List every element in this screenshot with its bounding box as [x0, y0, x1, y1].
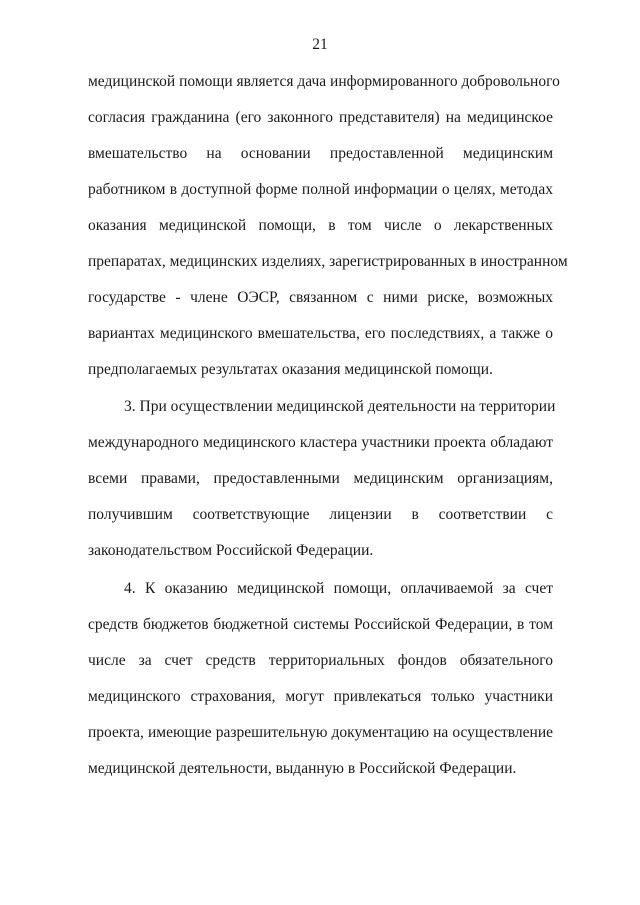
text-line: 4. К оказанию медицинской помощи, оплачиваемой за счет — [124, 580, 553, 597]
text-line: всеми правами, предоставленными медицинским организациям, — [88, 470, 553, 487]
text-line: числе за счет средств территориальных фондов обязательного — [88, 652, 553, 669]
text-line: проекта, имеющие разрешительную документацию на осуществление — [88, 724, 553, 741]
text-line: получившим соответствующие лицензии в соответствии с — [88, 506, 553, 523]
text-line: препаратах, медицинских изделиях, зарегистрированных в иностранном — [88, 253, 568, 270]
text-line: государстве - члене ОЭСР, связанном с ними риске, возможных — [88, 289, 553, 306]
page-number: 21 — [312, 36, 328, 53]
text-line: медицинской помощи является дача информированного добровольного — [88, 73, 560, 90]
text-line: вмешательство на основании предоставленной медицинским — [88, 145, 553, 162]
text-line: согласия гражданина (его законного представителя) на медицинское — [88, 109, 553, 126]
text-line: законодательством Российской Федерации. — [88, 542, 374, 559]
text-line: медицинской деятельности, выданную в Российской Федерации. — [88, 760, 517, 777]
text-line: вариантах медицинского вмешательства, его последствиях, а также о — [88, 325, 553, 342]
text-line: работником в доступной форме полной информации о целях, методах — [88, 181, 553, 198]
text-line: средств бюджетов бюджетной системы Российской Федерации, в том — [88, 616, 553, 633]
text-line: 3. При осуществлении медицинской деятельности на территории — [124, 398, 556, 415]
text-line: международного медицинского кластера участники проекта обладают — [88, 434, 553, 451]
text-line: оказания медицинской помощи, в том числе о лекарственных — [88, 217, 553, 234]
text-line: медицинского страхования, могут привлекаться только участники — [88, 688, 553, 705]
text-line: предполагаемых результатах оказания медицинской помощи. — [88, 361, 493, 378]
